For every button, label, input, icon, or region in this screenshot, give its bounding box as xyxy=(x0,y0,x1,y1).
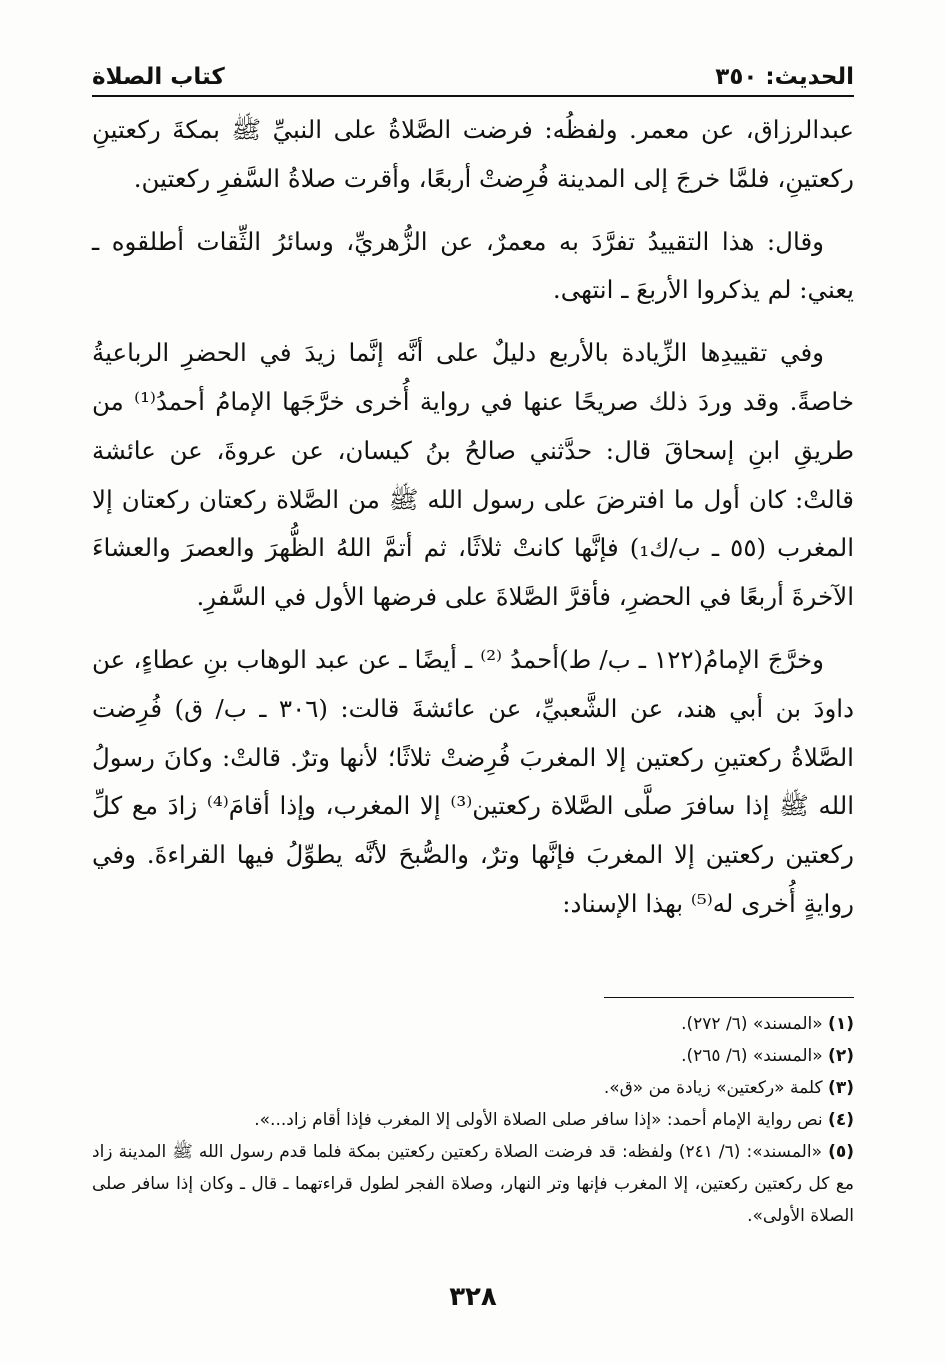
footnotes xyxy=(92,1008,854,1232)
paragraph-4: وخرَّجَ الإمامُ(١٢٢ ـ ب/ ط)أحمدُ ⁽²⁾ ـ أيضًا ـ عن عبد الوهاب بنِ عطاءٍ، عن داودَ بن أبي هند، عن الشَّعبيِّ، عن عائشةَ قالت: (٣٠٦ ـ ب/ ق) فُرِضت الصَّلاةُ ركعتينِ ركعتين إلا المغربَ فُرِضتْ ثلاثًا؛ لأنها وترٌ. قالتْ: وكانَ رسولُ الله ﷺ إذا سافرَ صلَّى الصَّلاة ركعتين⁽³⁾ إلا المغرب، وإذا أقامَ⁽⁴⁾ زادَ مع كلِّ ركعتين ركعتين إلا المغربَ فإنَّها وترٌ، والصُّبحَ لأنَّه يطوِّلُ فيها القراءةَ. وفي روايةٍ أُخرى له⁽⁵⁾ بهذا الإسناد: xyxy=(92,644,855,918)
page-header xyxy=(92,48,854,90)
footnote-number: (٣) xyxy=(828,1078,854,1098)
footnote-number: (٥) xyxy=(828,1142,855,1162)
footnote-number: (٢) xyxy=(828,1046,854,1066)
hadith-number: الحديث: ٣٥٠ xyxy=(715,64,854,90)
footnote-divider xyxy=(604,997,854,998)
footnote-number: (٤) xyxy=(828,1110,854,1130)
paragraph-1: عبدالرزاق، عن معمر. ولفظُه: فرضت الصَّلاةُ على النبيِّ ﷺ بمكةَ ركعتينِ ركعتينِ، فلمَّا خرجَ إلى المدينة فُرِضتْ أربعًا، وأقرت صلاةُ السَّفرِ ركعتين. xyxy=(92,115,854,193)
footnote-number: (١) xyxy=(828,1014,854,1034)
footnote-5 xyxy=(92,1136,854,1232)
footnote-text: «المسند» (٦/ ٢٦٥). xyxy=(681,1046,823,1066)
paragraph-2: وقال: هذا التقييدُ تفرَّدَ به معمرٌ، عن الزُّهريِّ، وسائرُ الثِّقات أطلقوه ـ يعني: لم يذكروا الأربعَ ـ انتهى. xyxy=(92,226,854,305)
footnote-text: «المسند» (٦/ ٢٧٢). xyxy=(681,1014,823,1034)
main-text xyxy=(92,106,854,929)
header-divider xyxy=(92,95,854,97)
footnote-text: كلمة «ركعتين» زيادة من «ق». xyxy=(603,1078,823,1098)
page-number: ٣٢٨ xyxy=(449,1282,497,1312)
footnote-text: «المسند»: (٦/ ٢٤١) ولفظه: قد فرضت الصلاة ركعتين ركعتين بمكة فلما قدم رسول الله ﷺ المدينة زاد مع كل ركعتين ركعتين، إلا المغرب فإنها وتر النهار، وصلاة الفجر لطول قراءتهما ـ قال ـ وكان إذا سافر صلى الصلاة الأولى». xyxy=(92,1142,854,1226)
footnote-1 xyxy=(92,1008,854,1040)
footnote-3 xyxy=(92,1072,854,1104)
footnote-text: نص رواية الإمام أحمد: «إذا سافر صلى الصلاة الأولى إلا المغرب فإذا أقام زاد...». xyxy=(254,1110,823,1130)
footnote-4 xyxy=(92,1104,854,1136)
footnote-2 xyxy=(92,1040,854,1072)
book-chapter-title: كتاب الصلاة xyxy=(92,64,225,90)
paragraph-3: وفي تقييدِها الزِّيادة بالأربع دليلٌ على أنَّه إنَّما زيدَ في الحضرِ الرباعيةُ خاصةً. وقد وردَ ذلك صريحًا عنها في رواية أُخرى خرَّجَها الإمامُ أحمدُ⁽¹⁾ من طريقِ ابنِ إسحاقَ قال: حدَّثني صالحُ بنُ كيسان، عن عروةَ، عن عائشة قالتْ: كان أول ما افترضَ على رسول الله ﷺ من الصَّلاة ركعتان ركعتان إلا المغرب (٥٥ ـ ب/ك₁) فإنَّها كانتْ ثلاثًا، ثم أتمَّ اللهُ الظُّهرَ والعصرَ والعشاءَ الآخرةَ أربعًا في الحضرِ، فأقرَّ الصَّلاةَ على فرضها الأول في السَّفرِ. xyxy=(92,338,855,612)
